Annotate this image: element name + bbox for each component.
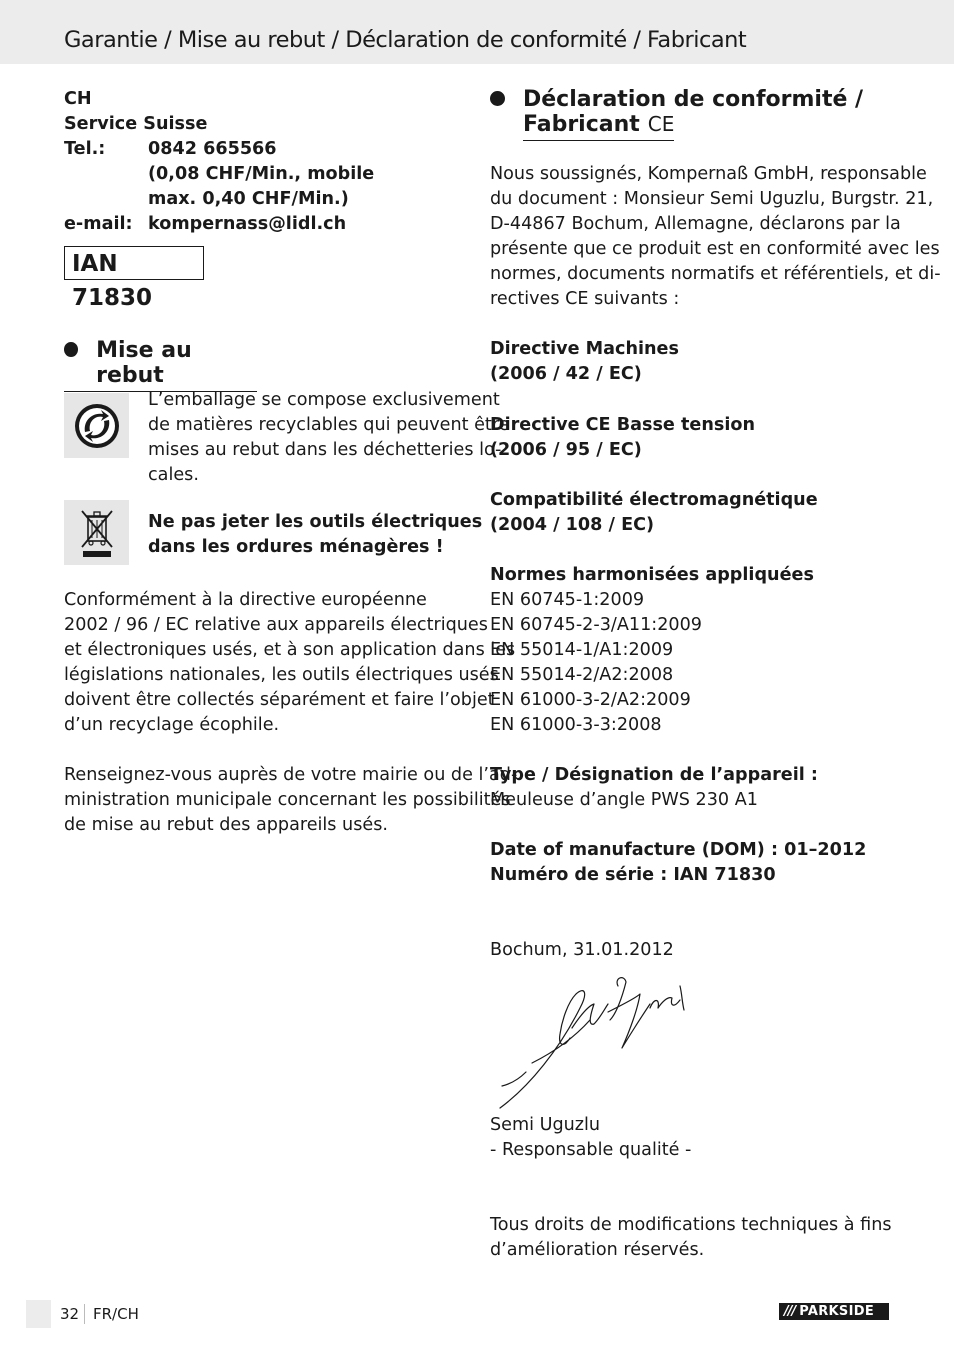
declaration-heading — [490, 87, 863, 141]
directive-machines: Directive Machines (2006 / 42 / EC) — [490, 339, 679, 384]
declaration-heading-line1: Déclaration de conformité / — [523, 87, 864, 112]
ian-box: IAN 71830 — [64, 246, 204, 280]
standards-list — [490, 563, 814, 738]
signer — [490, 1113, 691, 1163]
recycle-icon — [64, 393, 129, 458]
logo-text: PARKSIDE — [799, 1304, 875, 1319]
standard-item: EN 55014-2/A2:2008 — [490, 665, 674, 685]
type-label: Type / Désignation de l’appareil : — [490, 765, 818, 785]
page-header — [0, 0, 954, 64]
signer-name: Semi Uguzlu — [490, 1115, 601, 1135]
standard-item: EN 61000-3-2/A2:2009 — [490, 690, 691, 710]
standard-item: EN 60745-2-3/A11:2009 — [490, 615, 702, 635]
serial-line: Numéro de série : IAN 71830 — [490, 865, 776, 885]
tel-note-1: (0,08 CHF/Min., mobile — [148, 164, 375, 184]
bullet-icon — [490, 91, 505, 106]
email-label: e-mail: — [64, 214, 133, 234]
page-language: FR/CH — [93, 1305, 139, 1323]
type-value: Meuleuse d’angle PWS 230 A1 — [490, 790, 758, 810]
disposal-heading — [64, 338, 257, 392]
page-marker — [26, 1300, 51, 1328]
directive-low-voltage: Directive CE Basse tension (2006 / 95 / EC) — [490, 415, 755, 460]
tel-label: Tel.: — [64, 139, 106, 159]
contact-service: Service Suisse — [64, 114, 208, 134]
declaration-intro: Nous soussignés, Kompernaß GmbH, responsable du document : Monsieur Semi Uguzlu, Burgstr. 21, D-44867 Bochum, Allemagne, déclarons par la présente que ce produit est en conformité avec les normes, documents normatifs et référentiels, et di- rectives CE suivants : — [490, 164, 941, 309]
tel-value: 0842 665566 — [148, 139, 277, 159]
device-type — [490, 763, 818, 813]
reserve-note: Tous droits de modifications techniques à fins d’amélioration réservés. — [490, 1215, 892, 1260]
standards-title: Normes harmonisées appliquées — [490, 565, 814, 585]
bullet-icon — [64, 342, 78, 357]
contact-block — [64, 87, 374, 237]
disposal-heading-text: Mise au rebut — [96, 338, 192, 388]
manufacture-info — [490, 838, 866, 888]
directive-emc: Compatibilité électromagnétique (2004 / 108 / EC) — [490, 490, 818, 535]
disposal-warning: Ne pas jeter les outils électriques dans les ordures ménagères ! — [148, 512, 483, 557]
disposal-paragraph-2: Renseignez-vous auprès de votre mairie ou de l’ad- ministration municipale concernant les possibilités de mise au rebut des appareils usés. — [64, 765, 518, 835]
standard-item: EN 60745-1:2009 — [490, 590, 645, 610]
declaration-heading-line2: Fabricant — [523, 112, 640, 137]
signer-role: - Responsable qualité - — [490, 1140, 692, 1160]
tel-note-2: max. 0,40 CHF/Min.) — [148, 189, 349, 209]
dom-line: Date of manufacture (DOM) : 01–2012 — [490, 840, 867, 860]
ce-mark-icon: CE — [647, 112, 675, 136]
place-date: Bochum, 31.01.2012 — [490, 940, 674, 960]
standard-item: EN 61000-3-3:2008 — [490, 715, 662, 735]
page-number: 32 — [60, 1305, 80, 1323]
email-value: kompernass@lidl.ch — [148, 214, 347, 234]
standard-item: EN 55014-1/A1:2009 — [490, 640, 674, 660]
disposal-paragraph-1: Conformément à la directive européenne 2002 / 96 / EC relative aux appareils électriques et électroniques usés, et à son application dans les législations nationales, les outils électriques usés doivent être collectés séparément et faire l’objet d’un recyclage écophile. — [64, 590, 516, 735]
footer-divider — [84, 1304, 85, 1324]
parkside-logo — [779, 1303, 889, 1320]
crossed-bin-icon — [64, 500, 129, 565]
signature-image — [490, 968, 700, 1118]
logo-slashes: /// — [784, 1304, 796, 1319]
page-title: Garantie / Mise au rebut / Déclaration de conformité / Fabricant — [64, 27, 747, 53]
packaging-text: L’emballage se compose exclusivement de matières recyclables qui peuvent être mises au rebut dans les déchetteries lo- cales. — [148, 390, 510, 485]
contact-country: CH — [64, 89, 92, 109]
